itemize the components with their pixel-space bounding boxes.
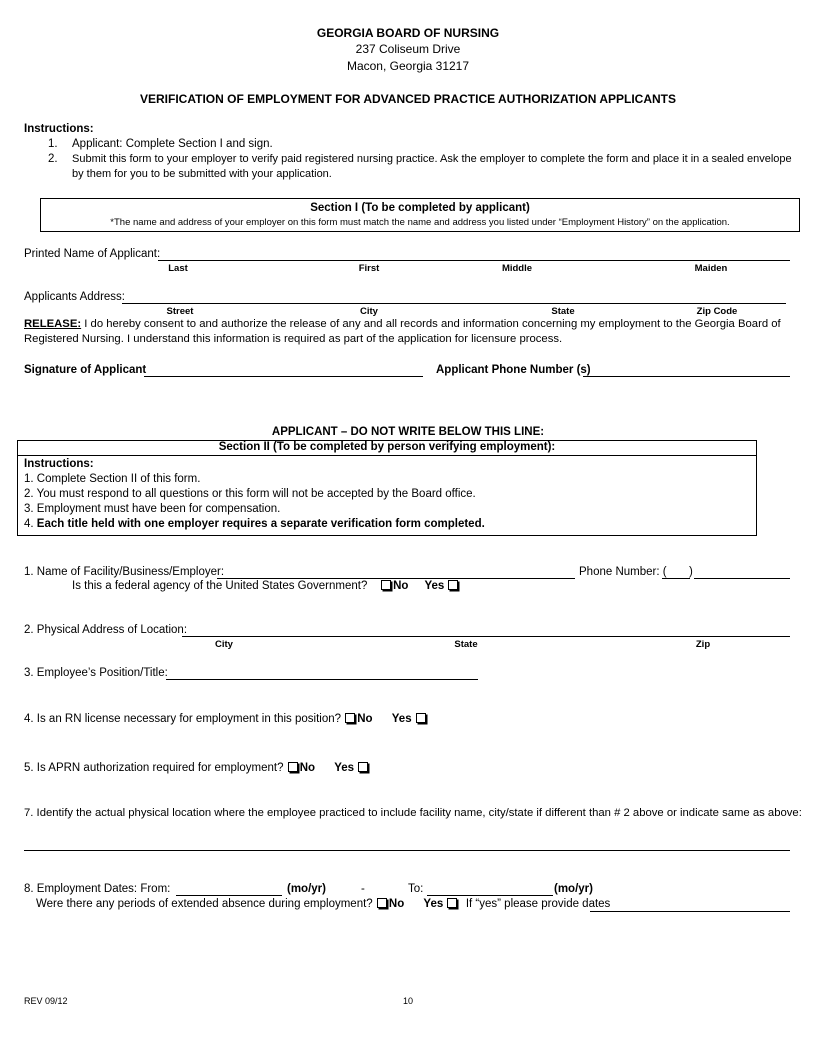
q1-phone-label: Phone Number: ( <box>579 566 667 578</box>
q2-label: 2. Physical Address of Location: <box>24 624 188 636</box>
q8-from-moyr: (mo/yr) <box>287 883 326 895</box>
q8-ifyes-label: If “yes” please provide dates <box>465 898 611 910</box>
instruction-2-line1: Submit this form to your employer to verify paid registered nursing practice. Ask the employer to complete the form and place it in a sealed envelope <box>72 153 792 165</box>
q4-yes-label: Yes <box>391 713 412 725</box>
employment-to-field[interactable] <box>427 895 553 896</box>
q1-phone-paren-close: ) <box>689 566 693 578</box>
q1-no-checkbox[interactable] <box>381 580 391 590</box>
section2-instruction-2: 2. You must respond to all questions or this form will not be accepted by the Board office. <box>24 488 476 500</box>
signature-field[interactable] <box>144 376 423 377</box>
q5-no-label: No <box>299 762 316 774</box>
section2-box <box>17 440 757 536</box>
section2-instructions-heading: Instructions: <box>24 458 94 470</box>
section2-instruction-4-text: Each title held with one employer requires a separate verification form completed. <box>36 518 485 530</box>
release-text-line1 <box>24 318 781 330</box>
section2-instruction-4-num: 4. <box>24 518 34 530</box>
q5-label: 5. Is APRN authorization required for employment? <box>24 762 284 774</box>
q8-absence-question <box>36 898 610 910</box>
q4-no-checkbox[interactable] <box>345 713 355 723</box>
section2-instruction-1: 1. Complete Section II of this form. <box>24 473 201 485</box>
q7-label: 7. Identify the actual physical location where the employee practiced to include facility name, city/state if different than # 2 above or indicate same as above: <box>24 807 802 819</box>
q1-federal-label: Is this a federal agency of the United States Government? <box>72 580 368 592</box>
instruction-2-line2: by them for you to be submitted with your application. <box>72 168 332 180</box>
instruction-2-num: 2. <box>48 153 58 165</box>
q8-to-label: To: <box>408 883 424 895</box>
section2-instruction-3: 3. Employment must have been for compensation. <box>24 503 281 515</box>
employer-phone-field[interactable] <box>694 578 790 579</box>
applicant-address-label: Applicants Address: <box>24 291 126 303</box>
q4-no-label: No <box>357 713 373 725</box>
q8-dash: - <box>361 883 365 895</box>
address-sub-street: Street <box>166 306 194 317</box>
section2-title: Section II (To be completed by person verifying employment): <box>218 441 556 453</box>
instructions-heading: Instructions: <box>24 123 94 135</box>
org-address-line2: Macon, Georgia 31217 <box>346 59 470 73</box>
q1-yes-checkbox[interactable] <box>448 580 458 590</box>
section2-instruction-4 <box>24 518 485 530</box>
q2-sub-city: City <box>215 639 233 650</box>
section1-note: *The name and address of your employer on this form must match the name and address you listed under “Employment History” on the application. <box>110 217 730 228</box>
revision-label: REV 09/12 <box>24 996 68 1006</box>
q8-to-moyr: (mo/yr) <box>554 883 593 895</box>
q8-yes-checkbox[interactable] <box>447 898 457 908</box>
instruction-1-num: 1. <box>48 138 58 150</box>
employer-phone-area-code-field[interactable] <box>662 578 690 579</box>
physical-address-field[interactable] <box>182 636 790 637</box>
org-name: GEORGIA BOARD OF NURSING <box>316 26 500 40</box>
employer-name-field[interactable] <box>217 578 575 579</box>
do-not-write-divider: APPLICANT – DO NOT WRITE BELOW THIS LINE: <box>271 426 545 438</box>
q4-label: 4. Is an RN license necessary for employment in this position? <box>24 713 342 725</box>
q4-yes-checkbox[interactable] <box>416 713 426 723</box>
q8-yes-label: Yes <box>423 898 444 910</box>
q5-yes-checkbox[interactable] <box>358 762 368 772</box>
q4-question <box>24 713 428 725</box>
page-number: 10 <box>403 996 414 1006</box>
address-sub-zip: Zip Code <box>696 306 738 317</box>
release-text-line2: Registered Nursing. I understand this information is required as part of the application for licensure process. <box>24 333 563 345</box>
practice-location-field[interactable] <box>24 850 790 851</box>
q8-label: 8. Employment Dates: From: <box>24 883 171 895</box>
q1-label: 1. Name of Facility/Business/Employer: <box>24 566 225 578</box>
org-address-line1: 237 Coliseum Drive <box>355 42 461 56</box>
q5-question <box>24 762 370 774</box>
employment-from-field[interactable] <box>176 895 282 896</box>
position-title-field[interactable] <box>166 679 478 680</box>
q5-no-checkbox[interactable] <box>288 762 298 772</box>
name-sub-first: First <box>358 263 380 274</box>
q2-sub-zip: Zip <box>695 639 711 650</box>
signature-label: Signature of Applicant <box>24 364 147 376</box>
q1-no-label: No <box>393 580 409 592</box>
name-sub-maiden: Maiden <box>694 263 728 274</box>
section1-title: Section I (To be completed by applicant) <box>310 202 530 214</box>
q5-yes-label: Yes <box>334 762 355 774</box>
q8-absence-label: Were there any periods of extended absence during employment? <box>36 898 373 910</box>
address-sub-state: State <box>551 306 575 317</box>
q2-sub-state: State <box>454 639 478 650</box>
release-label: RELEASE: <box>24 318 82 330</box>
applicant-phone-label: Applicant Phone Number (s) <box>436 364 591 376</box>
address-sub-city: City <box>360 306 378 317</box>
form-title: VERIFICATION OF EMPLOYMENT FOR ADVANCED PRACTICE AUTHORIZATION APPLICANTS <box>140 92 676 106</box>
q8-no-label: No <box>388 898 405 910</box>
q1-federal-question <box>72 580 460 592</box>
instruction-1: Applicant: Complete Section I and sign. <box>72 138 273 150</box>
applicant-name-field[interactable] <box>158 260 790 261</box>
name-sub-last: Last <box>168 263 188 274</box>
name-sub-middle: Middle <box>501 263 533 274</box>
q1-yes-label: Yes <box>424 580 445 592</box>
applicant-phone-field[interactable] <box>583 376 790 377</box>
absence-dates-field[interactable] <box>590 911 790 912</box>
applicant-name-label: Printed Name of Applicant: <box>24 248 161 260</box>
release-body: I do hereby consent to and authorize the release of any and all records and information concerning my employment to the Georgia Board of <box>81 318 781 330</box>
q3-label: 3. Employee’s Position/Title: <box>24 667 168 679</box>
applicant-address-field[interactable] <box>122 303 786 304</box>
section1-box <box>40 198 800 232</box>
q8-no-checkbox[interactable] <box>377 898 387 908</box>
